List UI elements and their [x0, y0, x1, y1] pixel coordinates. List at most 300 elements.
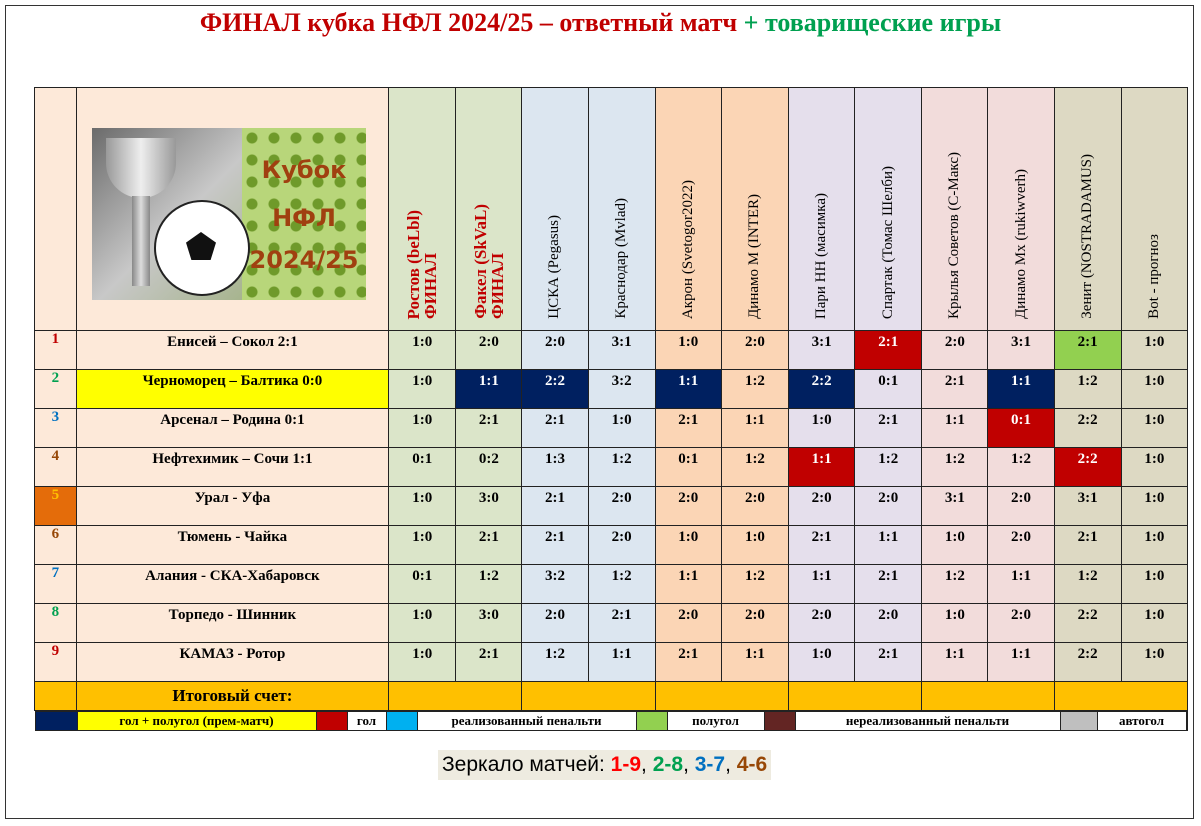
score-cell: [389, 526, 456, 565]
legend-label: полугол: [668, 712, 765, 730]
score-value: 0:1: [412, 451, 433, 467]
legend-label: реализованный пенальти: [418, 712, 637, 730]
score-cell: [1054, 448, 1121, 487]
score-value: 2:1: [544, 412, 565, 428]
score-value: 2:0: [878, 607, 899, 623]
logo-line1: Кубок: [261, 156, 347, 184]
score-cell: [1054, 643, 1121, 682]
corner-cell: [35, 88, 77, 331]
score-value: 1:2: [1011, 451, 1032, 467]
score-value: 1:2: [478, 568, 499, 584]
legend: [35, 711, 1188, 732]
score-value: 2:2: [1077, 412, 1098, 428]
score-cell: [988, 565, 1054, 604]
page-title: [0, 8, 1201, 38]
score-cell: [655, 604, 721, 643]
legend-swatch: [1061, 712, 1098, 730]
row-number: 8: [35, 604, 77, 643]
score-cell: [855, 604, 922, 643]
score-cell: [522, 565, 588, 604]
score-value: 2:1: [611, 607, 632, 623]
score-value: 1:0: [611, 412, 632, 428]
score-value: 1:2: [1077, 373, 1098, 389]
score-cell: [1054, 604, 1121, 643]
score-value: 2:1: [544, 490, 565, 506]
score-value: 2:0: [678, 490, 699, 506]
score-cell: [789, 487, 855, 526]
score-cell: [721, 331, 788, 370]
logo-line2: НФЛ: [272, 204, 336, 232]
legend-swatch: [317, 712, 348, 730]
score-value: 1:0: [412, 373, 433, 389]
column-header-label: Динамо М (INTER): [746, 194, 763, 319]
table-row: [35, 526, 1188, 565]
score-cell: [721, 604, 788, 643]
score-value: 1:0: [678, 529, 699, 545]
column-header-final: ФИНАЛ: [487, 253, 507, 319]
column-header: [988, 88, 1054, 331]
score-value: 1:0: [412, 529, 433, 545]
legend-label: нереализованный пенальти: [796, 712, 1061, 730]
match-name: [76, 643, 388, 682]
mirror-pair-4: 4-6: [736, 753, 768, 776]
column-header-label: ЦСКА (Pegasus): [546, 215, 563, 319]
score-value: 2:1: [878, 568, 899, 584]
score-value: 3:2: [544, 568, 565, 584]
column-header-label: Зенит (NOSTRADAMUS): [1079, 154, 1096, 319]
column-header: [389, 88, 456, 331]
table-row: [35, 409, 1188, 448]
score-value: 1:0: [811, 646, 832, 662]
total-cell: [522, 682, 655, 711]
score-value: 1:0: [944, 607, 965, 623]
score-cell: [1121, 565, 1187, 604]
match-label: Тюмень - Чайка: [177, 529, 288, 545]
score-value: 1:0: [1144, 607, 1165, 623]
match-name: [76, 409, 388, 448]
total-cell: [789, 682, 922, 711]
score-value: 0:1: [878, 373, 899, 389]
column-header: [855, 88, 922, 331]
score-cell: [789, 565, 855, 604]
legend-swatch: [387, 712, 418, 730]
total-cell: [922, 682, 1054, 711]
score-value: 1:1: [811, 451, 832, 467]
match-label: Урал - Уфа: [194, 490, 271, 506]
score-value: 2:0: [1011, 529, 1032, 545]
score-cell: [855, 409, 922, 448]
column-header: [1054, 88, 1121, 331]
match-label: Нефтехимик – Сочи 1:1: [152, 451, 313, 467]
score-value: 3:2: [611, 373, 632, 389]
score-value: 2:1: [878, 646, 899, 662]
score-cell: [1054, 487, 1121, 526]
score-cell: [855, 370, 922, 409]
score-value: 2:1: [478, 529, 499, 545]
score-value: 2:0: [478, 334, 499, 350]
score-cell: [456, 370, 522, 409]
column-header: [1121, 88, 1187, 331]
score-value: 2:0: [1011, 607, 1032, 623]
score-value: 3:0: [478, 607, 499, 623]
legend-swatch: [637, 712, 668, 730]
score-cell: [1054, 331, 1121, 370]
score-value: 2:0: [611, 529, 632, 545]
score-value: 0:2: [478, 451, 499, 467]
score-cell: [522, 331, 588, 370]
score-cell: [389, 604, 456, 643]
score-cell: [922, 370, 988, 409]
score-cell: [922, 565, 988, 604]
score-value: 1:0: [744, 529, 765, 545]
score-cell: [655, 643, 721, 682]
trophy-stem: [132, 196, 150, 286]
score-value: 3:1: [811, 334, 832, 350]
score-cell: [789, 604, 855, 643]
table-row: [35, 643, 1188, 682]
score-cell: [1121, 526, 1187, 565]
column-header: [922, 88, 988, 331]
score-cell: [389, 487, 456, 526]
score-cell: [789, 448, 855, 487]
score-cell: [1121, 487, 1187, 526]
match-label: Торпедо - Шинник: [168, 607, 297, 623]
score-value: 2:0: [878, 490, 899, 506]
column-header-label: Bot - прогноз: [1145, 234, 1162, 319]
total-cell: [655, 682, 788, 711]
score-cell: [988, 643, 1054, 682]
score-cell: [389, 565, 456, 604]
score-value: 0:1: [678, 451, 699, 467]
score-value: 1:1: [1011, 568, 1032, 584]
column-header-label: Спартак (Томас Шелби): [879, 165, 896, 319]
score-cell: [1054, 526, 1121, 565]
score-value: 2:0: [744, 490, 765, 506]
score-cell: [988, 370, 1054, 409]
cup-logo: [92, 128, 366, 300]
score-value: 2:1: [678, 412, 699, 428]
score-cell: [522, 604, 588, 643]
mirror-label: Зеркало матчей:: [442, 753, 611, 776]
match-name: [76, 370, 388, 409]
score-value: 1:0: [412, 607, 433, 623]
score-cell: [855, 526, 922, 565]
score-cell: [655, 487, 721, 526]
score-value: 2:1: [944, 373, 965, 389]
score-cell: [988, 409, 1054, 448]
score-cell: [588, 643, 655, 682]
score-value: 1:0: [1144, 373, 1165, 389]
column-header: [789, 88, 855, 331]
score-cell: [588, 604, 655, 643]
column-header-final: ФИНАЛ: [421, 253, 441, 319]
score-cell: [789, 370, 855, 409]
match-name: [76, 331, 388, 370]
mirror-pair-3: 3-7: [694, 753, 726, 776]
score-value: 2:2: [1077, 607, 1098, 623]
score-value: 1:1: [811, 568, 832, 584]
score-value: 1:0: [1144, 646, 1165, 662]
mirror-sep: ,: [683, 753, 695, 776]
match-name: [76, 526, 388, 565]
score-value: 2:0: [811, 490, 832, 506]
score-cell: [789, 643, 855, 682]
score-value: 1:2: [944, 451, 965, 467]
score-value: 1:1: [678, 568, 699, 584]
score-value: 1:0: [412, 412, 433, 428]
score-cell: [988, 604, 1054, 643]
score-cell: [456, 643, 522, 682]
score-cell: [522, 409, 588, 448]
score-value: 1:1: [611, 646, 632, 662]
score-value: 1:1: [744, 412, 765, 428]
score-value: 2:1: [811, 529, 832, 545]
mirror-sep: ,: [725, 753, 737, 776]
match-name: [76, 487, 388, 526]
score-cell: [456, 565, 522, 604]
score-cell: [789, 409, 855, 448]
match-label: Арсенал – Родина 0:1: [160, 412, 305, 428]
title-main: ФИНАЛ кубка НФЛ 2024/25 – ответный матч: [199, 8, 744, 37]
score-cell: [522, 448, 588, 487]
total-label: Итоговый счет:: [76, 682, 388, 711]
row-number: 2: [35, 370, 77, 409]
score-cell: [522, 487, 588, 526]
score-value: 2:0: [944, 334, 965, 350]
title-friendly: + товарищеские игры: [743, 8, 1002, 37]
score-value: 1:0: [1144, 490, 1165, 506]
score-cell: [655, 565, 721, 604]
score-cell: [721, 487, 788, 526]
score-cell: [1121, 604, 1187, 643]
legend-label: гол + полугол (прем-матч): [78, 712, 317, 730]
score-cell: [655, 526, 721, 565]
score-value: 2:0: [744, 334, 765, 350]
score-cell: [1054, 565, 1121, 604]
column-header-label: Факел (SkVaL): [470, 204, 490, 319]
score-value: 2:2: [1077, 451, 1098, 467]
score-cell: [855, 331, 922, 370]
match-label: Черноморец – Балтика 0:0: [142, 373, 323, 389]
score-cell: [588, 370, 655, 409]
total-corner: [35, 682, 77, 711]
total-cell: [389, 682, 522, 711]
score-cell: [456, 487, 522, 526]
score-cell: [655, 331, 721, 370]
score-value: 1:0: [811, 412, 832, 428]
match-name: [76, 448, 388, 487]
score-value: 3:0: [478, 490, 499, 506]
score-value: 1:0: [944, 529, 965, 545]
score-cell: [389, 370, 456, 409]
score-cell: [922, 604, 988, 643]
score-cell: [389, 448, 456, 487]
score-value: 1:2: [944, 568, 965, 584]
score-cell: [721, 409, 788, 448]
score-cell: [1121, 409, 1187, 448]
score-value: 1:0: [1144, 568, 1165, 584]
score-cell: [855, 565, 922, 604]
column-header: [588, 88, 655, 331]
score-cell: [855, 487, 922, 526]
score-cell: [588, 526, 655, 565]
trophy-icon: [106, 138, 176, 198]
score-cell: [922, 526, 988, 565]
score-cell: [389, 409, 456, 448]
score-cell: [456, 331, 522, 370]
column-header-label: Пари НН (масимка): [813, 192, 830, 319]
row-number: 4: [35, 448, 77, 487]
column-header-label: Акрон (Svetogor2022): [679, 179, 696, 319]
score-cell: [522, 370, 588, 409]
table-row: [35, 448, 1188, 487]
row-number: 9: [35, 643, 77, 682]
score-cell: [389, 331, 456, 370]
score-value: 1:0: [412, 646, 433, 662]
score-value: 1:2: [1077, 568, 1098, 584]
score-value: 2:1: [478, 412, 499, 428]
match-label: Алания - СКА-Хабаровск: [145, 568, 320, 584]
score-cell: [389, 643, 456, 682]
score-value: 1:1: [944, 412, 965, 428]
score-value: 1:1: [1011, 646, 1032, 662]
score-cell: [855, 643, 922, 682]
score-cell: [588, 487, 655, 526]
score-cell: [1054, 409, 1121, 448]
score-value: 1:0: [1144, 529, 1165, 545]
score-cell: [1121, 331, 1187, 370]
legend-label: автогол: [1098, 712, 1187, 730]
row-number: 7: [35, 565, 77, 604]
score-cell: [588, 448, 655, 487]
score-cell: [922, 331, 988, 370]
score-cell: [456, 526, 522, 565]
score-cell: [789, 526, 855, 565]
column-header: [522, 88, 588, 331]
score-cell: [721, 643, 788, 682]
score-cell: [456, 448, 522, 487]
score-value: 2:0: [744, 607, 765, 623]
score-value: 2:2: [544, 373, 565, 389]
column-header-label: Динамо Мх (rukiwverh): [1012, 169, 1029, 319]
score-value: 2:1: [478, 646, 499, 662]
column-header: [456, 88, 522, 331]
score-cell: [988, 448, 1054, 487]
score-value: 0:1: [412, 568, 433, 584]
score-value: 1:2: [744, 568, 765, 584]
score-value: 2:0: [678, 607, 699, 623]
score-cell: [1054, 370, 1121, 409]
score-value: 0:1: [1011, 412, 1032, 428]
row-number: 6: [35, 526, 77, 565]
score-value: 1:0: [412, 334, 433, 350]
score-value: 1:1: [478, 373, 499, 389]
table-row: [35, 487, 1188, 526]
score-value: 2:2: [1077, 646, 1098, 662]
score-cell: [522, 526, 588, 565]
score-cell: [456, 604, 522, 643]
score-value: 3:1: [1077, 490, 1098, 506]
score-value: 2:0: [544, 607, 565, 623]
match-name: [76, 604, 388, 643]
column-header-label: Ростов (beLbl): [404, 209, 424, 319]
row-number: 1: [35, 331, 77, 370]
score-value: 1:1: [1011, 373, 1032, 389]
score-cell: [588, 331, 655, 370]
row-number: 3: [35, 409, 77, 448]
score-cell: [655, 370, 721, 409]
score-cell: [988, 487, 1054, 526]
table-row: [35, 565, 1188, 604]
score-value: 3:1: [944, 490, 965, 506]
score-cell: [855, 448, 922, 487]
score-cell: [721, 526, 788, 565]
score-cell: [922, 409, 988, 448]
score-value: 1:2: [744, 451, 765, 467]
score-value: 1:2: [611, 568, 632, 584]
score-cell: [1121, 643, 1187, 682]
column-header-label: Краснодар (Mvlad): [613, 198, 630, 319]
mirror-pair-1: 1-9: [610, 753, 642, 776]
score-value: 3:1: [1011, 334, 1032, 350]
score-value: 1:2: [878, 451, 899, 467]
score-cell: [922, 448, 988, 487]
score-cell: [922, 487, 988, 526]
logo-line3: 2024/25: [249, 246, 359, 274]
score-cell: [522, 643, 588, 682]
legend-label: гол: [348, 712, 387, 730]
row-number: 5: [35, 487, 77, 526]
football-icon: [154, 200, 250, 296]
total-cell: [1054, 682, 1187, 711]
score-cell: [988, 331, 1054, 370]
score-value: 2:1: [1077, 529, 1098, 545]
score-value: 1:1: [878, 529, 899, 545]
score-value: 2:1: [878, 412, 899, 428]
score-value: 2:2: [811, 373, 832, 389]
mirror-pair-2: 2-8: [652, 753, 684, 776]
score-value: 1:0: [1144, 451, 1165, 467]
mirror-sep: ,: [641, 753, 653, 776]
score-cell: [588, 565, 655, 604]
score-value: 1:0: [1144, 412, 1165, 428]
score-cell: [721, 370, 788, 409]
score-value: 2:0: [1011, 490, 1032, 506]
mirror-matches: [438, 750, 771, 780]
score-value: 1:2: [744, 373, 765, 389]
score-cell: [988, 526, 1054, 565]
column-header: [655, 88, 721, 331]
score-cell: [655, 448, 721, 487]
score-value: 2:0: [611, 490, 632, 506]
score-value: 3:1: [611, 334, 632, 350]
legend-swatch: [36, 712, 78, 730]
score-cell: [1121, 370, 1187, 409]
score-cell: [721, 448, 788, 487]
score-value: 1:1: [678, 373, 699, 389]
table-row: [35, 604, 1188, 643]
score-cell: [588, 409, 655, 448]
column-header-label: Крылья Советов (С-Макс): [946, 152, 963, 319]
score-value: 1:0: [412, 490, 433, 506]
score-value: 1:0: [678, 334, 699, 350]
score-value: 1:2: [544, 646, 565, 662]
score-value: 1:2: [611, 451, 632, 467]
legend-swatch: [765, 712, 796, 730]
score-cell: [1121, 448, 1187, 487]
score-value: 2:0: [544, 334, 565, 350]
column-header: [721, 88, 788, 331]
